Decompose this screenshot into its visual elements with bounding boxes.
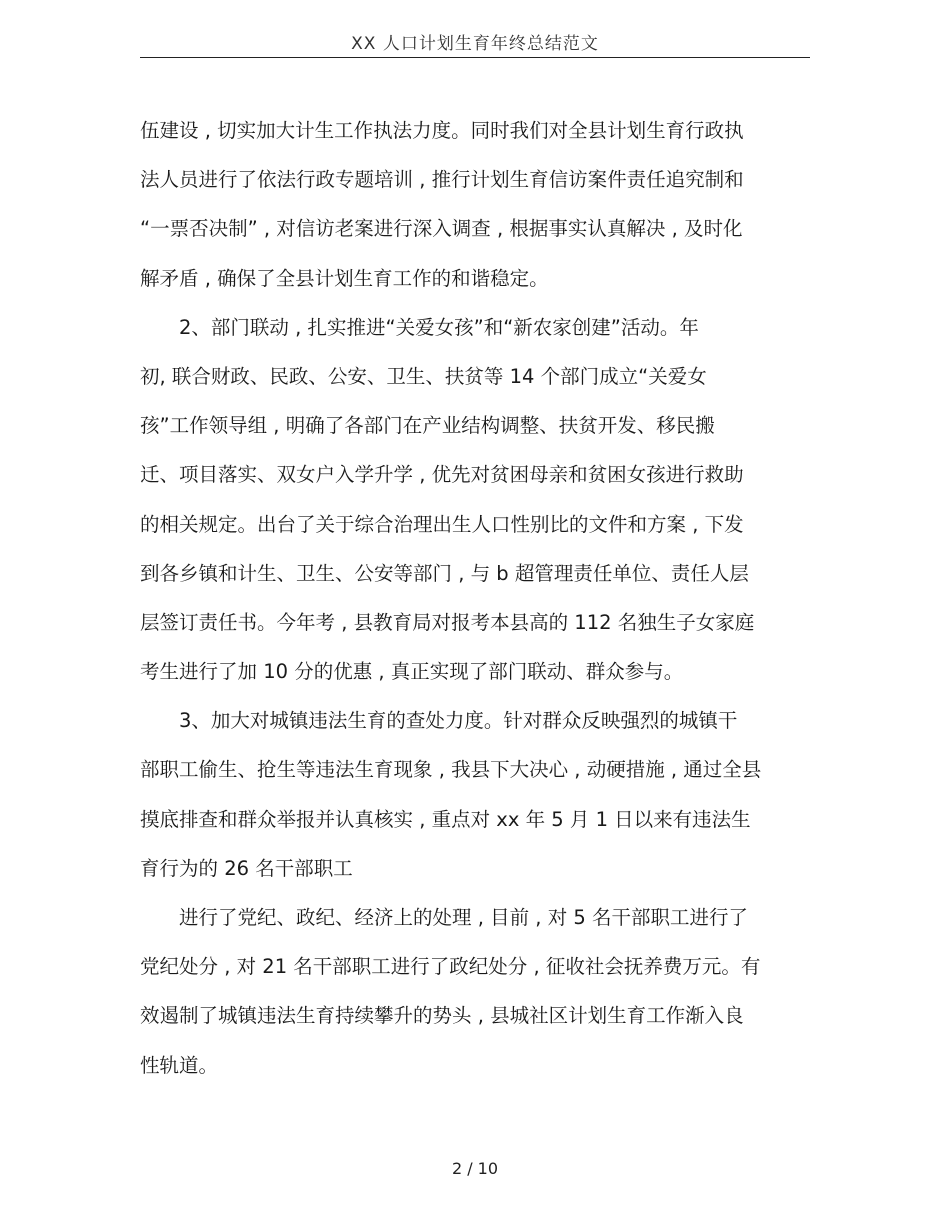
paragraph-2-start: 2、部门联动 , 扎实推进“关爱女孩”和“新农家创建”活动。年 (179, 315, 699, 339)
paragraph-3-start: 3、加大对城镇违法生育的查处力度。针对群众反映强烈的城镇干 (179, 709, 738, 733)
text-line: 伍建设 , 切实加大计生工作执法力度。同时我们对全县计划生育行政执 (140, 119, 744, 142)
text-line: 初, 联合财政、民政、公安、卫生、扶贫等 14 个部门成立“关爱女 (140, 364, 707, 388)
document-body (140, 106, 820, 1090)
text-line: 部职工偷生、抢生等违法生育现象 , 我县下大决心 , 动硬措施 , 通过全县 (140, 758, 762, 782)
header-divider (140, 57, 810, 58)
text-line: 孩”工作领导组 , 明确了各部门在产业结构调整、扶贫开发、移民搬 (140, 414, 715, 438)
page-header-title: XX 人口计划生育年终总结范文 (351, 34, 599, 54)
text-line: 到各乡镇和计生、卫生、公安等部门 , 与 b 超管理责任单位、责任人层 (140, 561, 749, 585)
page-number: 2 / 10 (451, 1159, 499, 1178)
text-line: 法人员进行了依法行政专题培训 , 推行计划生育信访案件责任追究制和 (140, 168, 744, 192)
text-line: 育行为的 26 名干部职工 (140, 856, 353, 880)
text-line: 党纪处分 , 对 21 名干部职工进行了政纪处分 , 征收社会抚养费万元。有 (140, 955, 761, 979)
paragraph-4-start: 进行了党纪、政纪、经济上的处理 , 目前 , 对 5 名干部职工进行了 (179, 906, 748, 929)
text-line: 层签订责任书。今年考 , 县教育局对报考本县高的 112 名独生子女家庭 (140, 610, 755, 634)
text-line: 的相关规定。出台了关于综合治理出生人口性别比的文件和方案 , 下发 (140, 512, 744, 536)
text-line: 效遏制了城镇违法生育持续攀升的势头 , 县城社区计划生育工作渐入良 (140, 1004, 744, 1028)
text-line: 解矛盾 , 确保了全县计划生育工作的和谐稳定。 (140, 266, 549, 290)
text-line: 考生进行了加 10 分的优惠 , 真正实现了部门联动、群众参与。 (140, 660, 684, 684)
text-line: 摸底排查和群众举报并认真核实 , 重点对 xx 年 5 月 1 日以来有违法生 (140, 807, 751, 831)
text-line: 性轨道。 (140, 1053, 219, 1077)
text-line: 迁、项目落实、双女户入学升学 , 优先对贫困母亲和贫困女孩进行救助 (140, 463, 744, 487)
text-line: “一票否决制” , 对信访老案进行深入调查 , 根据事实认真解决 , 及时化 (140, 217, 743, 241)
